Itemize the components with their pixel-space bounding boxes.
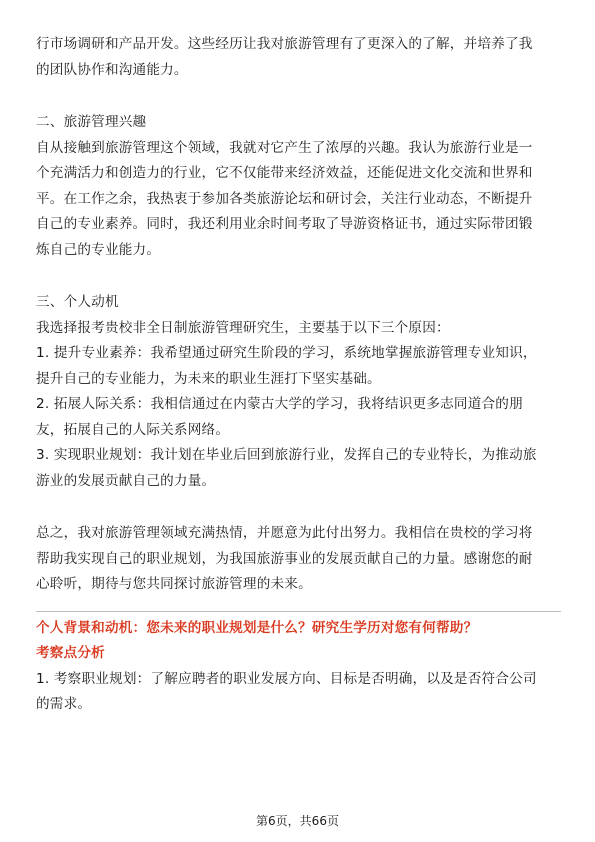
analysis-heading: 考察点分析 xyxy=(36,645,105,661)
paragraph-line: 自己的专业素养。同时，我还利用业余时间考取了导游资格证书，通过实际带团锻 xyxy=(36,216,533,232)
list-item-line: 游业的发展贡献自己的力量。 xyxy=(36,472,216,489)
paragraph-line: 自从接触到旅游管理这个领域，我就对它产生了浓厚的兴趣。我认为旅游行业是一 xyxy=(36,139,533,156)
list-item-line: 3. 实现职业规划：我计划在毕业后回到旅游行业，发挥自己的专业特长，为推动旅 xyxy=(36,447,537,463)
list-item-line: 提升自己的专业能力，为未来的职业生涯打下坚实基础。 xyxy=(36,370,381,387)
paragraph-line: 平。在工作之余，我热衷于参加各类旅游论坛和研讨会，关注行业动态，不断提升 xyxy=(36,190,533,207)
list-item-line: 1. 提升专业素养：我希望通过研究生阶段的学习，系统地掌握旅游管理专业知识， xyxy=(36,345,537,361)
section-tourism-interest xyxy=(36,110,561,263)
list-item-line: 2. 拓展人际关系：我相信通过在内蒙古大学的学习，我将结识更多志同道合的朋 xyxy=(36,396,523,412)
page-number: 第6页，共66页 xyxy=(256,814,339,828)
conclusion-paragraph xyxy=(36,521,561,598)
question-block xyxy=(36,616,561,718)
paragraph-line: 总之，我对旅游管理领域充满热情，并愿意为此付出努力。我相信在贵校的学习将 xyxy=(36,525,533,541)
intro-paragraph xyxy=(36,32,561,83)
analysis-line: 的需求。 xyxy=(36,696,92,712)
list-item-line: 友，拓展自己的人际关系网络。 xyxy=(36,421,230,438)
section-divider xyxy=(36,611,561,612)
paragraph-line: 心聆听，期待与您共同探讨旅游管理的未来。 xyxy=(36,576,312,592)
document-page xyxy=(36,32,561,718)
paragraph-line: 炼自己的专业能力。 xyxy=(36,241,161,258)
paragraph-line: 个充满活力和创造力的行业，它不仅能带来经济效益，还能促进文化交流和世界和 xyxy=(36,165,533,181)
paragraph-line: 行市场调研和产品开发。这些经历让我对旅游管理有了更深入的了解，并培养了我 xyxy=(36,36,533,52)
section-heading: 二、旅游管理兴趣 xyxy=(36,114,147,130)
paragraph-line: 帮助我实现自己的职业规划，为我国旅游事业的发展贡献自己的力量。感谢您的耐 xyxy=(36,550,533,567)
question-title: 个人背景和动机：您未来的职业规划是什么？研究生学历对您有何帮助？ xyxy=(36,619,478,636)
paragraph-line: 的团队协作和沟通能力。 xyxy=(36,61,188,78)
section-personal-motivation xyxy=(36,290,561,494)
paragraph-line: 我选择报考贵校非全日制旅游管理研究生，主要基于以下三个原因： xyxy=(36,319,450,336)
analysis-line: 1. 考察职业规划：了解应聘者的职业发展方向、目标是否明确，以及是否符合公司 xyxy=(36,670,537,687)
section-heading: 三、个人动机 xyxy=(36,294,119,310)
